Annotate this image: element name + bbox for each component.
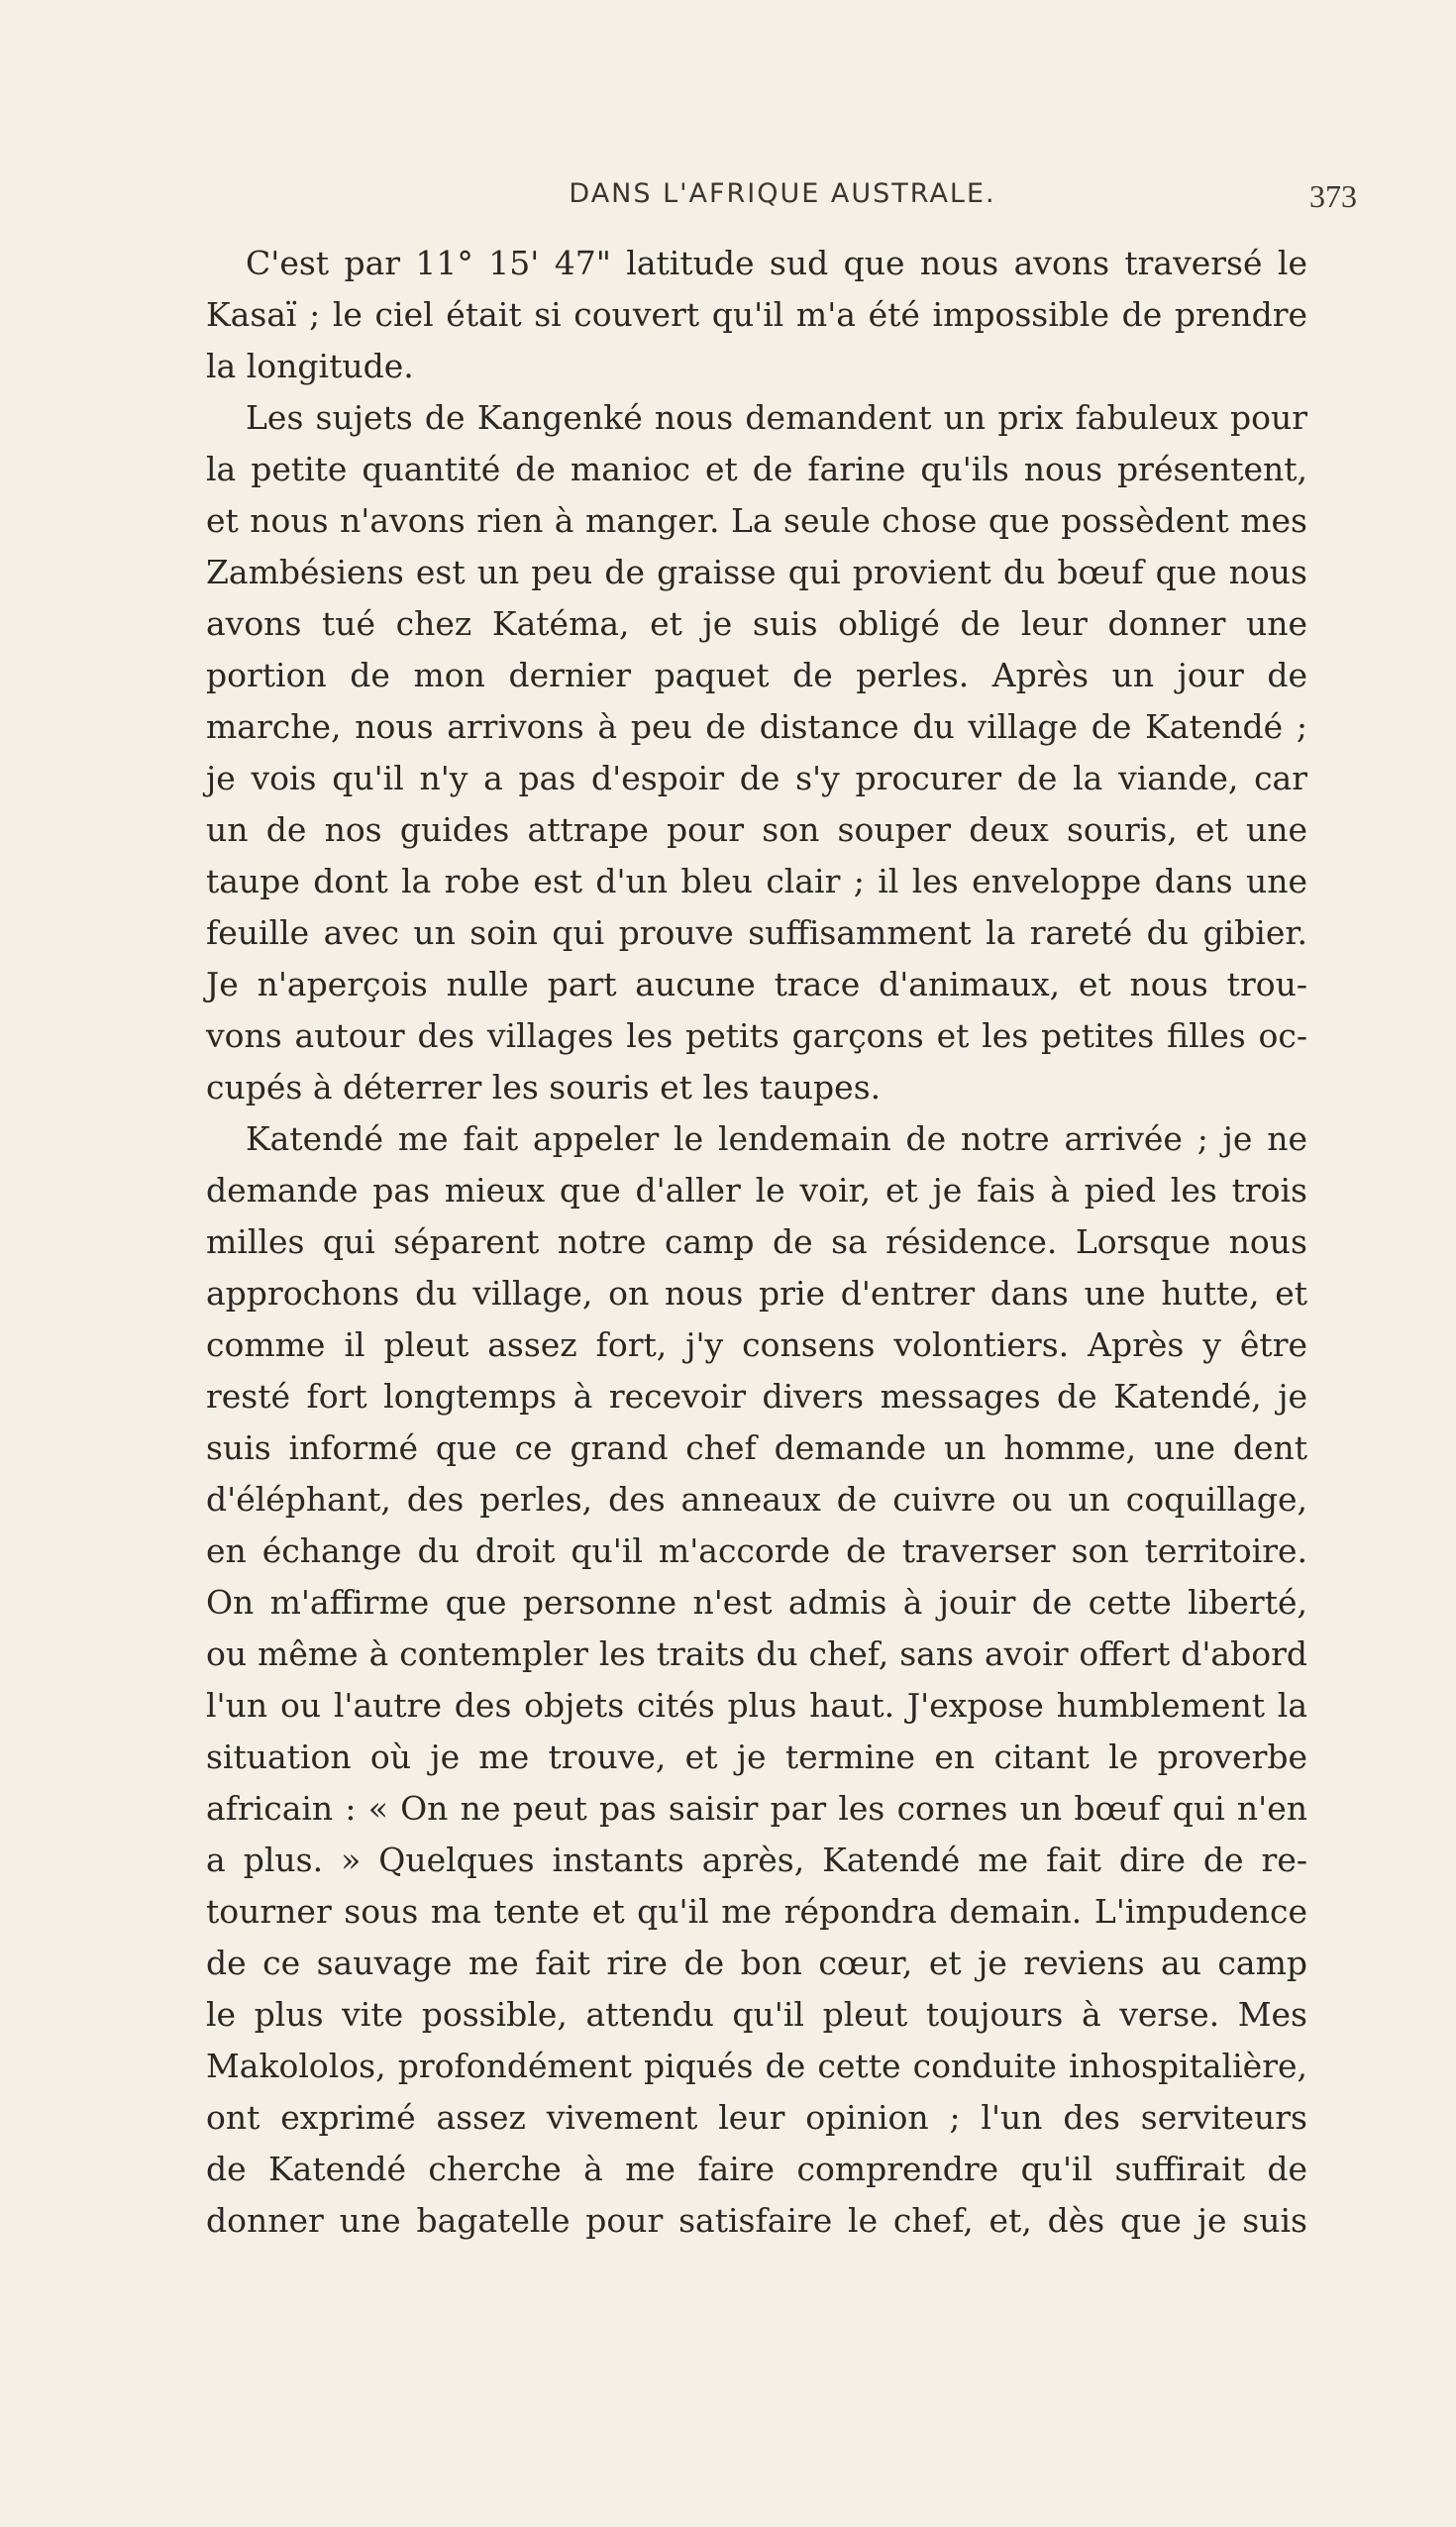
- text-line: portion de mon dernier paquet de perles. Après un jour de: [206, 656, 1307, 694]
- text-line: approchons du village, on nous prie d'entrer dans une hutte, et: [206, 1274, 1307, 1313]
- text-line: d'éléphant, des perles, des anneaux de cuivre ou un coquillage,: [206, 1480, 1307, 1519]
- text-line: comme il pleut assez fort, j'y consens volontiers. Après y être: [206, 1325, 1307, 1364]
- text-line: ou même à contempler les traits du chef, sans avoir offert d'abord: [206, 1634, 1307, 1673]
- text-line: milles qui séparent notre camp de sa résidence. Lorsque nous: [206, 1222, 1307, 1261]
- text-line: marche, nous arrivons à peu de distance du village de Katendé ;: [206, 707, 1307, 746]
- text-line: Zambésiens est un peu de graisse qui provient du bœuf que nous: [206, 553, 1307, 591]
- text-line: feuille avec un soin qui prouve suffisamment la rareté du gibier.: [206, 913, 1307, 952]
- page-number: 373: [1309, 178, 1357, 214]
- text-line: resté fort longtemps à recevoir divers messages de Katendé, je: [206, 1377, 1307, 1416]
- text-line: Les sujets de Kangenké nous demandent un prix fabuleux pour: [246, 398, 1307, 437]
- text-line: cupés à déterrer les souris et les taupes.: [206, 1068, 882, 1106]
- text-line: demande pas mieux que d'aller le voir, et je fais à pied les trois: [206, 1171, 1307, 1210]
- text-line: taupe dont la robe est d'un bleu clair ; il les enveloppe dans une: [206, 862, 1307, 900]
- text-line: et nous n'avons rien à manger. La seule chose que possèdent mes: [206, 501, 1307, 540]
- text-line: ont exprimé assez vivement leur opinion ; l'un des serviteurs: [206, 2098, 1307, 2137]
- text-line: C'est par 11° 15' 47" latitude sud que nous avons traversé le: [246, 244, 1307, 282]
- text-line: la petite quantité de manioc et de farine qu'ils nous présentent,: [206, 450, 1307, 488]
- text-line: Makololos, profondément piqués de cette conduite inhospitalière,: [206, 2047, 1307, 2085]
- text-line: a plus. » Quelques instants après, Katendé me fait dire de re-: [206, 1841, 1307, 1879]
- text-line: Je n'aperçois nulle part aucune trace d'animaux, et nous trou-: [206, 965, 1307, 1003]
- text-line: donner une bagatelle pour satisfaire le chef, et, dès que je suis: [206, 2201, 1307, 2240]
- running-header: [208, 178, 1357, 228]
- text-line: un de nos guides attrape pour son souper deux souris, et une: [206, 810, 1307, 849]
- text-line: On m'affirme que personne n'est admis à jouir de cette liberté,: [206, 1583, 1307, 1622]
- text-line: le plus vite possible, attendu qu'il pleut toujours à verse. Mes: [206, 1995, 1307, 2034]
- body-text: [206, 238, 1307, 2247]
- text-line: Katendé me fait appeler le lendemain de notre arrivée ; je ne: [246, 1119, 1307, 1158]
- text-line: en échange du droit qu'il m'accorde de traverser son territoire.: [206, 1531, 1307, 1570]
- text-line: de ce sauvage me fait rire de bon cœur, et je reviens au camp: [206, 1944, 1307, 1982]
- running-title: DANS L'AFRIQUE AUSTRALE.: [569, 178, 996, 209]
- text-line: tourner sous ma tente et qu'il me répondra demain. L'impudence: [206, 1892, 1307, 1931]
- text-line: suis informé que ce grand chef demande un homme, une dent: [206, 1428, 1307, 1467]
- text-line: l'un ou l'autre des objets cités plus haut. J'expose humblement la: [206, 1686, 1307, 1725]
- text-line: Kasaï ; le ciel était si couvert qu'il m'a été impossible de prendre: [206, 295, 1307, 334]
- text-line: de Katendé cherche à me faire comprendre qu'il suffirait de: [206, 2150, 1307, 2188]
- text-line: la longitude.: [206, 347, 414, 385]
- text-line: vons autour des villages les petits garçons et les petites filles oc-: [206, 1016, 1307, 1055]
- text-line: je vois qu'il n'y a pas d'espoir de s'y procurer de la viande, car: [206, 759, 1307, 797]
- text-line: avons tué chez Katéma, et je suis obligé de leur donner une: [206, 604, 1307, 643]
- text-line: africain : « On ne peut pas saisir par les cornes un bœuf qui n'en: [206, 1789, 1307, 1828]
- text-line: situation où je me trouve, et je termine en citant le proverbe: [206, 1737, 1307, 1776]
